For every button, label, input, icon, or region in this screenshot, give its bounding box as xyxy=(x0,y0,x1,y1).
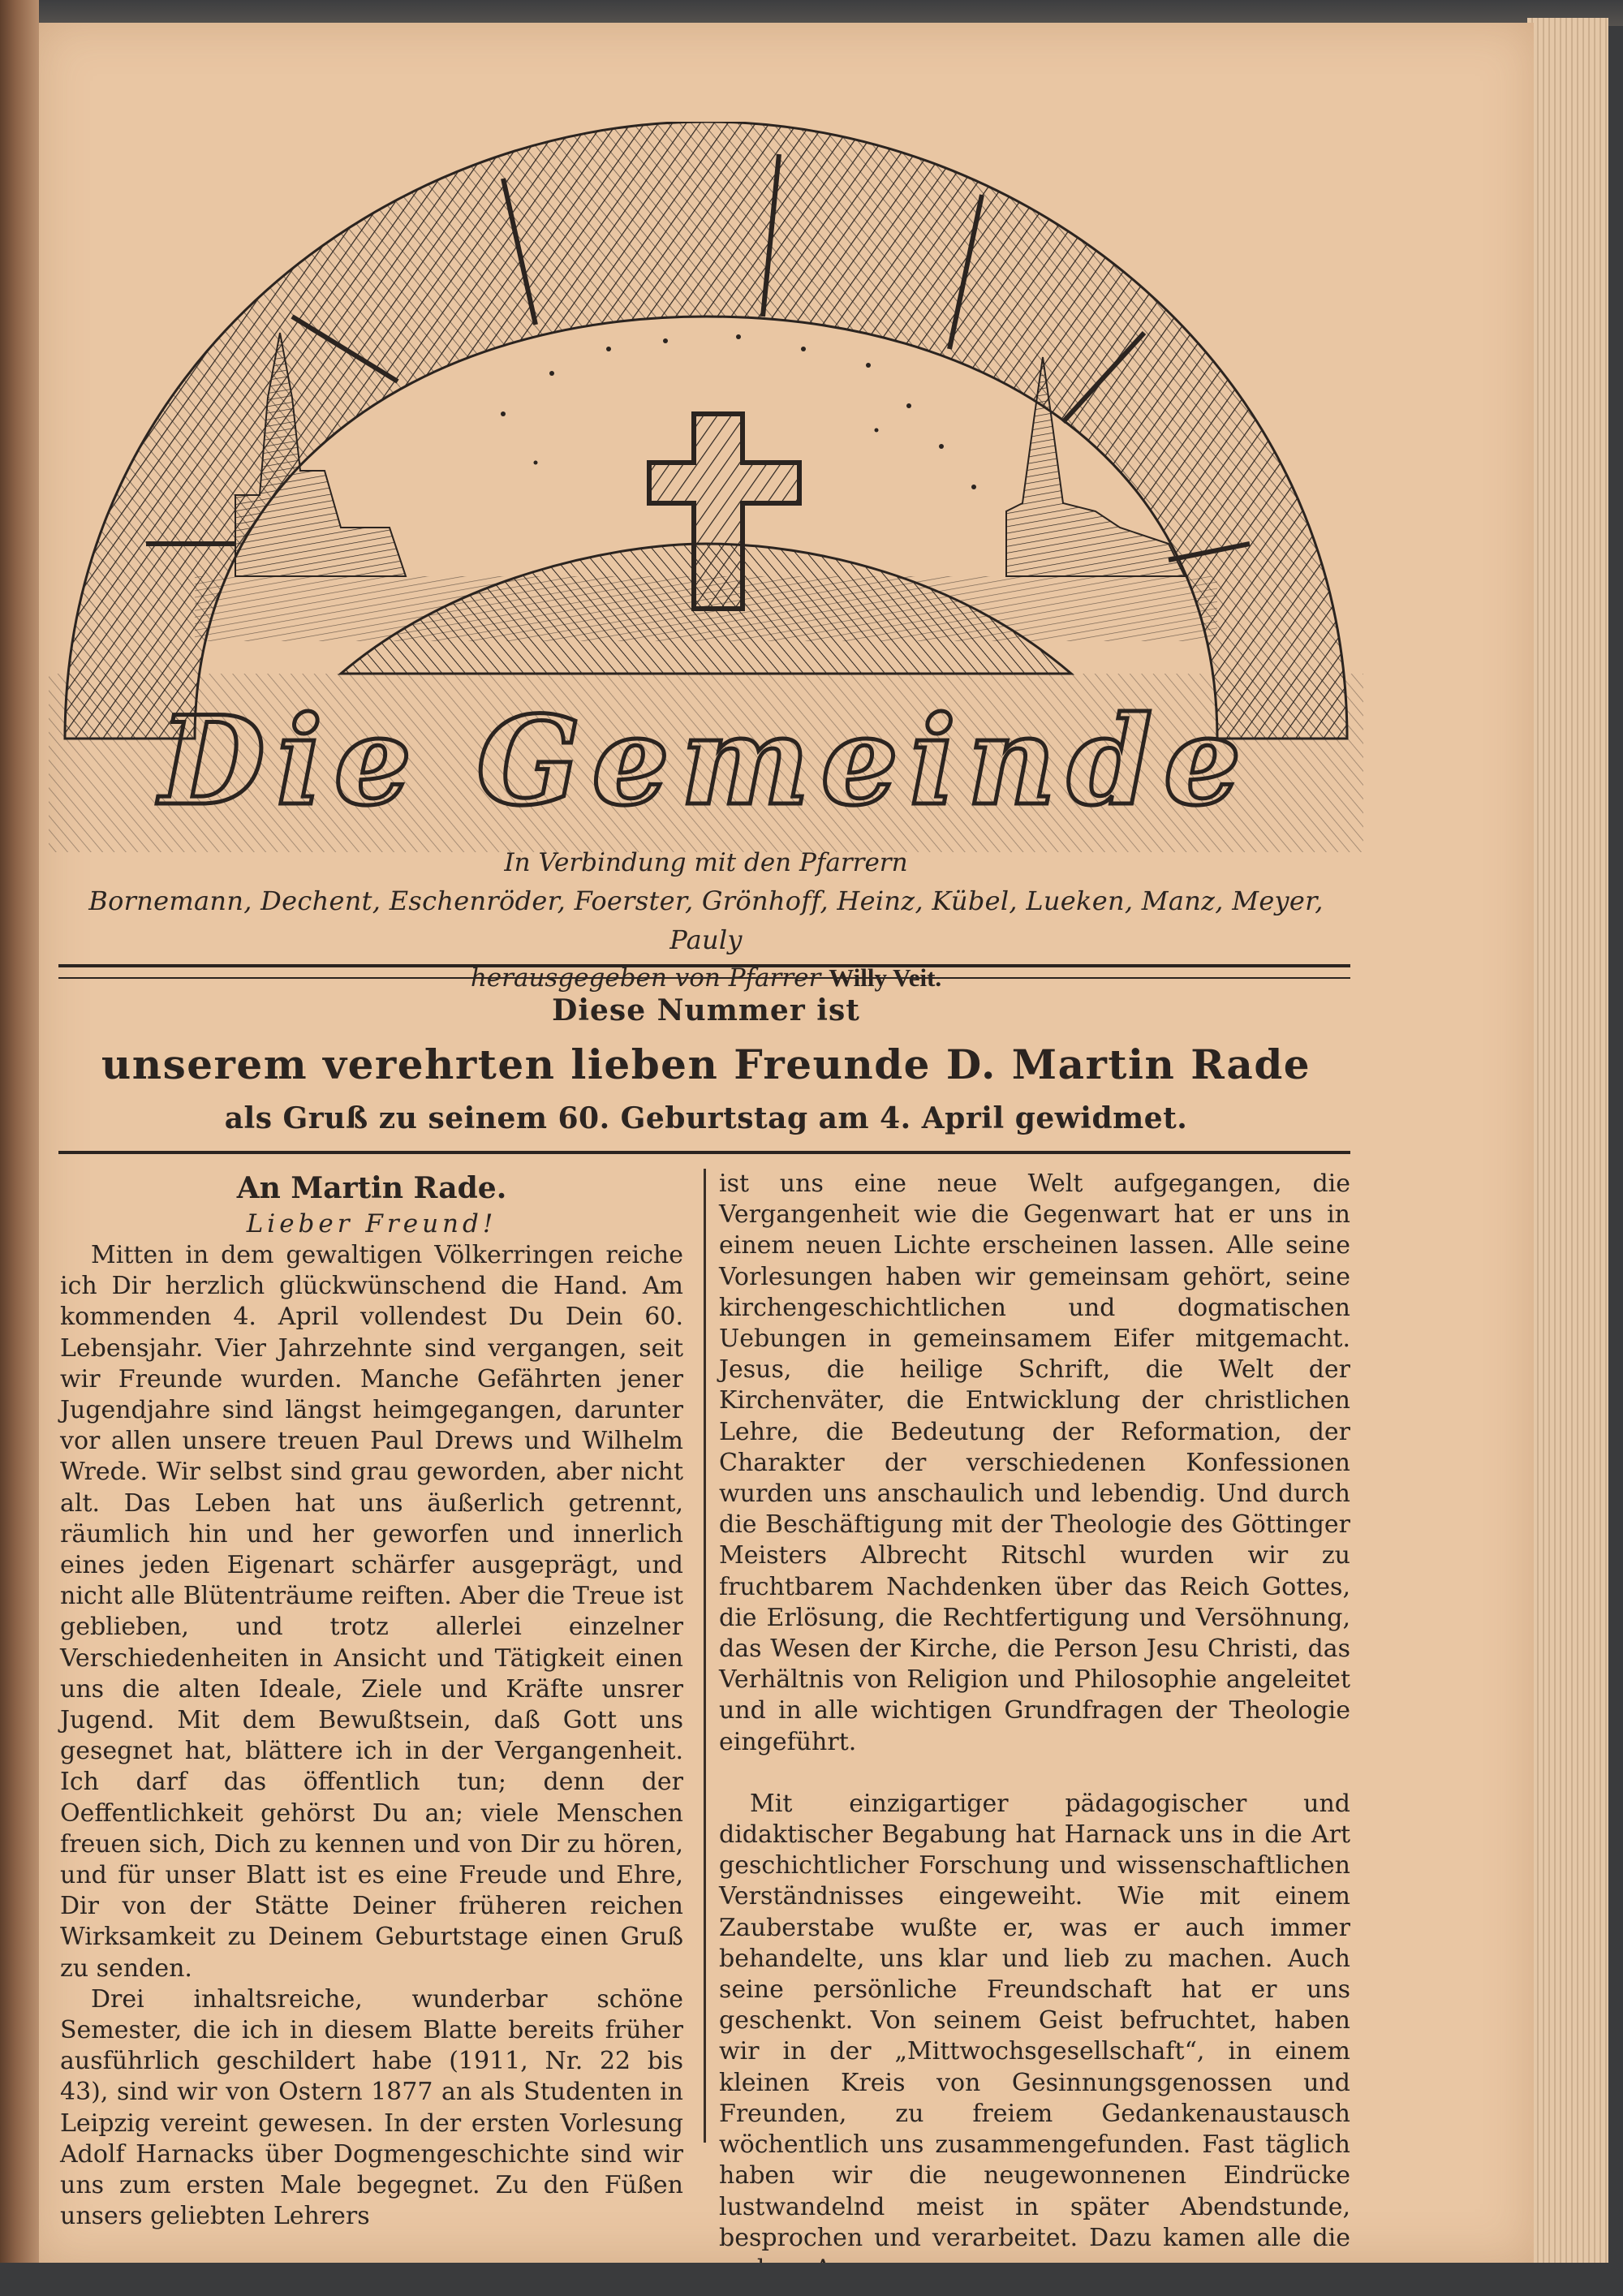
article-paragraph: Mitten in dem gewaltigen Völkerringen reiche ich Dir herzlich glückwünschend die Hand. Am kommenden 4. April vollendest Du Dein 60. Lebensjahr. Vier Jahrzehnte sind vergangen, seit wir Freunde wurden. Manche Gefährten jener Jugendjahre sind längst heimgegangen, darunter vor allen unsere treuen Paul Drews und Wilhelm Wrede. Wir selbst sind grau geworden, aber nicht alt. Das Leben hat uns äußerlich getrennt, räumlich hin und her geworfen und innerlich eines jeden Eigenart schärfer ausgeprägt, und nicht alle Blütenträume reiften. Aber die Treue ist geblieben, und trotz allerlei einzelner Verschiedenheiten in Ansicht und Tätigkeit einen uns die alten Ideale, Ziele und Kräfte unsrer Jugend. Mit dem Bewußtsein, daß Gott uns gesegnet hat, blättere ich in der Vergangenheit. Ich darf das öffentlich tun; denn der Oeffentlichkeit gehörst Du an; viele Menschen freuen sich, Dich zu kennen und von Dir zu hören, und für unser Blatt ist es eine Freude und Ehre, Dir von der Stätte Deiner früheren reichen Wirksamkeit zu Deinem Geburtstage einen Gruß zu senden. xyxy=(60,1241,683,1983)
dedication-line-3: als Gruß zu seinem 60. Geburtstag am 4. April gewidmet. xyxy=(224,1101,1188,1135)
page-stack-edge xyxy=(1527,18,1608,2270)
article-paragraph: Drei inhaltsreiche, wunderbar schöne Semester, die ich in diesem Blatte bereits früher ausführlich geschildert habe (1911, Nr. 22 bis 43), sind wir von Ostern 1877 an als Studenten in Leipzig vereint gewesen. In der ersten Vorlesung Adolf Harnacks über Dogmengeschichte sind wir uns zum ersten Male begegnet. Zu den Füßen unsers geliebten Lehrers xyxy=(60,1984,683,2231)
article-column-left xyxy=(60,1169,683,2233)
column-divider xyxy=(704,1169,706,2143)
credits-editor-name: Willy Veit. xyxy=(829,963,942,992)
masthead-title: Die Gemeinde xyxy=(159,690,1253,833)
dedication-line-1: Diese Nummer ist xyxy=(552,993,860,1027)
article-salutation: Lieber Freund! xyxy=(246,1209,497,1238)
dedication-divider xyxy=(58,1151,1350,1154)
credits-editor-prefix: herausgegeben von Pfarrer xyxy=(470,963,821,993)
article-paragraph: ist uns eine neue Welt aufgegangen, die Vergangenheit wie die Gegenwart hat er uns in einem neuen Lichte erscheinen lassen. Alle seine Vorlesungen haben wir gemeinsam gehört, seine kirchengeschichtlichen und dogmatischen Uebungen in gemeinsamem Eifer mitgemacht. Jesus, die heilige Schrift, die Welt der Kirchenväter, die Entwicklung der christlichen Lehre, die Bedeutung der Reformation, der Charakter der verschiedenen Konfessionen wurden uns anschaulich und lebendig. Und durch die Beschäftigung mit der Theologie des Göttinger Meisters Albrecht Ritschl wurden wir zu fruchtbarem Nachdenken über das Reich Gottes, die Erlösung, die Rechtfertigung und Versöhnung, das Wesen der Kirche, die Person Jesu Christi, das Verhältnis von Religion und Philosophie angeleitet und in alle wichtigen Grundfragen der Theologie eingeführt. xyxy=(719,1170,1350,1756)
book-spine-edge xyxy=(0,0,39,2296)
credits-pastors: Bornemann, Dechent, Eschenröder, Foerster, Grönhoff, Heinz, Kübel, Lueken, Manz, Meyer, Pauly xyxy=(88,885,1324,955)
masthead-illustration xyxy=(49,122,1363,852)
header-divider xyxy=(58,964,1350,979)
article-title: An Martin Rade. xyxy=(236,1171,507,1205)
credits-intro: In Verbindung mit den Pfarrern xyxy=(504,848,908,877)
article-paragraph: Mit einzigartiger pädagogischer und didaktischer Begabung hat Harnack uns in die Art geschichtlicher Forschung und wissenschaftlichen Verständnisses eingeweiht. Wie mit einem Zauberstabe wußte er, was er auch immer behandelte, uns klar und lieb zu machen. Auch seine persönliche Freundschaft hat er uns geschenkt. Von seinem Geist befruchtet, haben wir in der „Mittwochsgesellschaft“, in einem kleinen Kreis von Gesinnungsgenossen und Freunden, zu freiem Gedankenaustausch wöchentlich uns zusammengefunden. Fast täglich haben wir die neugewonnenen Eindrücke lustwandelnd meist in später Abendstunde, besprochen und verarbeitet. Dazu kamen alle die xyxy=(719,1789,1350,2252)
dedication-block xyxy=(49,986,1363,1142)
article-column-right xyxy=(719,1169,1350,2285)
dedication-line-2: unserem verehrten lieben Freunde D. Martin Rade xyxy=(101,1040,1311,1088)
scan-bottom-edge xyxy=(0,2263,1623,2296)
